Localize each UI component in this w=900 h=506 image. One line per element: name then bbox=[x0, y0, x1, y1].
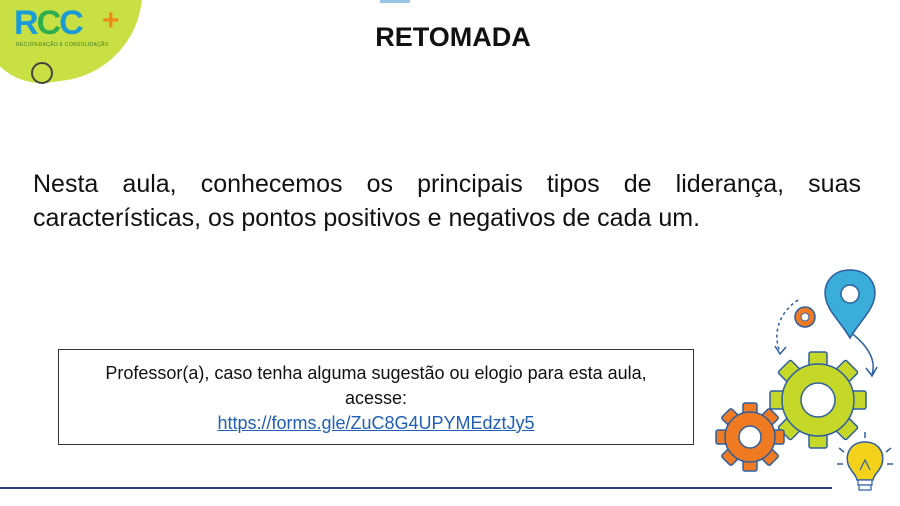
logo-letter-c2: C bbox=[59, 4, 82, 42]
gears-illustration bbox=[700, 262, 900, 506]
logo-plus: + bbox=[102, 4, 120, 37]
note-line-2: acesse: bbox=[344, 388, 408, 408]
logo-letter-c1: C bbox=[36, 4, 60, 42]
page-title: RETOMADA bbox=[375, 22, 531, 52]
location-pin-icon bbox=[825, 270, 875, 338]
logo-tagline: RECUPERAÇÃO E CONSOLIDAÇÃO bbox=[16, 42, 109, 48]
feedback-form-link[interactable]: https://forms.gle/ZuC8G4UPYMEdztJy5 bbox=[217, 413, 535, 433]
feedback-note-box bbox=[58, 349, 694, 445]
ring-icon bbox=[31, 62, 53, 84]
note-line-1: Professor(a), caso tenha alguma sugestão ou elogio para esta aula, bbox=[105, 363, 647, 383]
body-paragraph: Nesta aula, conhecemos os principais tipos de liderança, suas características, os pontos positivos e negativos de cada um. bbox=[33, 170, 861, 232]
gear-icon bbox=[716, 403, 784, 471]
small-ring-icon bbox=[795, 307, 815, 327]
logo-letter-r: R bbox=[14, 4, 37, 42]
lightbulb-icon bbox=[837, 432, 893, 490]
top-accent-line bbox=[380, 0, 410, 3]
